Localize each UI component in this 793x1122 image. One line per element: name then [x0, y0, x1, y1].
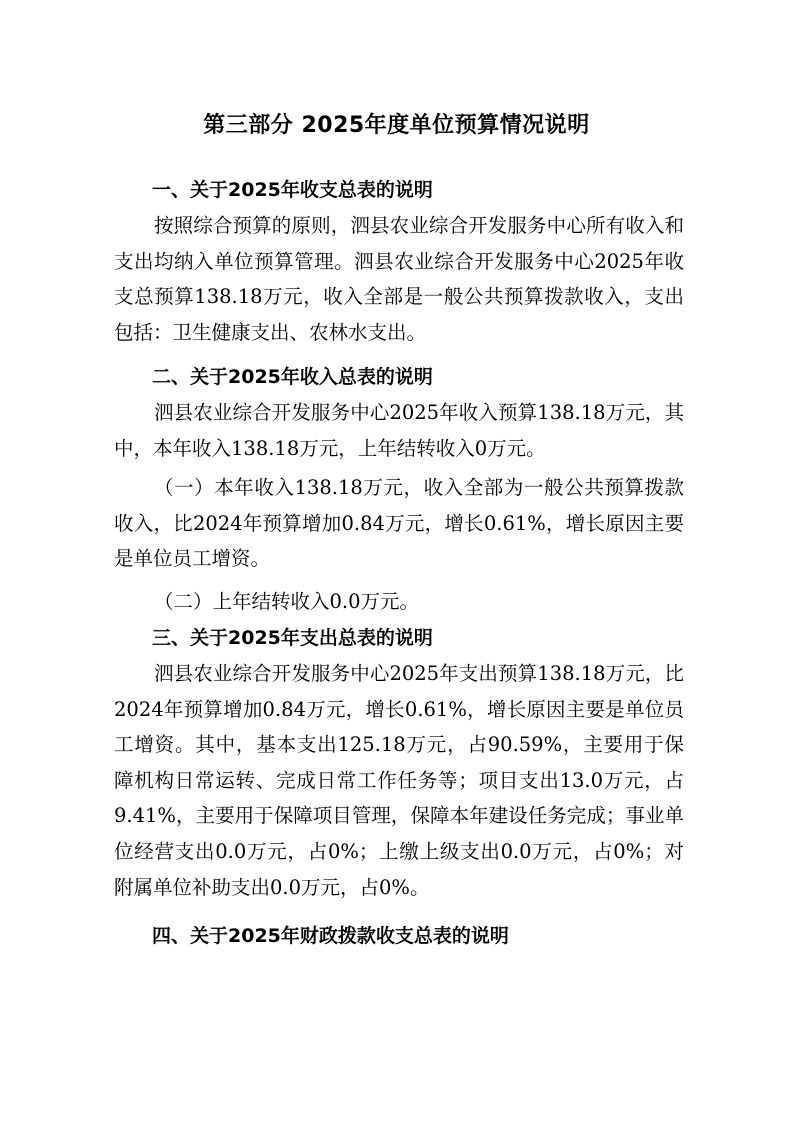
section-2-paragraph-2: （一）本年收入138.18万元，收入全部为一般公共预算拨款收入，比2024年预算增加0.84万元，增长0.61%，增长原因主要是单位员工增资。 [114, 476, 684, 571]
section-1-heading: 一、关于2025年收支总表的说明 [152, 179, 433, 201]
section-2-heading: 二、关于2025年收入总表的说明 [152, 366, 433, 388]
section-3-paragraph-1: 泗县农业综合开发服务中心2025年支出预算138.18万元，比2024年预算增加0.84万元，增长0.61%，增长原因主要是单位员工增资。其中，基本支出125.18万元，占90.59%，主要用于保障机构日常运转、完成日常工作任务等；项目支出13.0万元，占9.41%，主要用于保障项目管理，保障本年建设任务完成；事业单位经营支出0.0万元，占0%；上缴上级支出0.0万元，占0%；对附属单位补助支出0.0万元，占0%。 [114, 662, 684, 899]
section-4-heading: 四、关于2025年财政拨款收支总表的说明 [152, 925, 509, 947]
section-2-paragraph-3: （二）上年结转收入0.0万元。 [154, 590, 420, 613]
section-3-heading: 三、关于2025年支出总表的说明 [152, 627, 433, 649]
page-title: 第三部分 2025年度单位预算情况说明 [203, 113, 590, 138]
section-2-paragraph-1: 泗县农业综合开发服务中心2025年收入预算138.18万元，其中，本年收入138.18万元，上年结转收入0万元。 [114, 401, 684, 460]
section-1-paragraph-1: 按照综合预算的原则，泗县农业综合开发服务中心所有收入和支出均纳入单位预算管理。泗县农业综合开发服务中心2025年收支总预算138.18万元，收入全部是一般公共预算拨款收入，支出包括：卫生健康支出、农林水支出。 [114, 214, 684, 344]
